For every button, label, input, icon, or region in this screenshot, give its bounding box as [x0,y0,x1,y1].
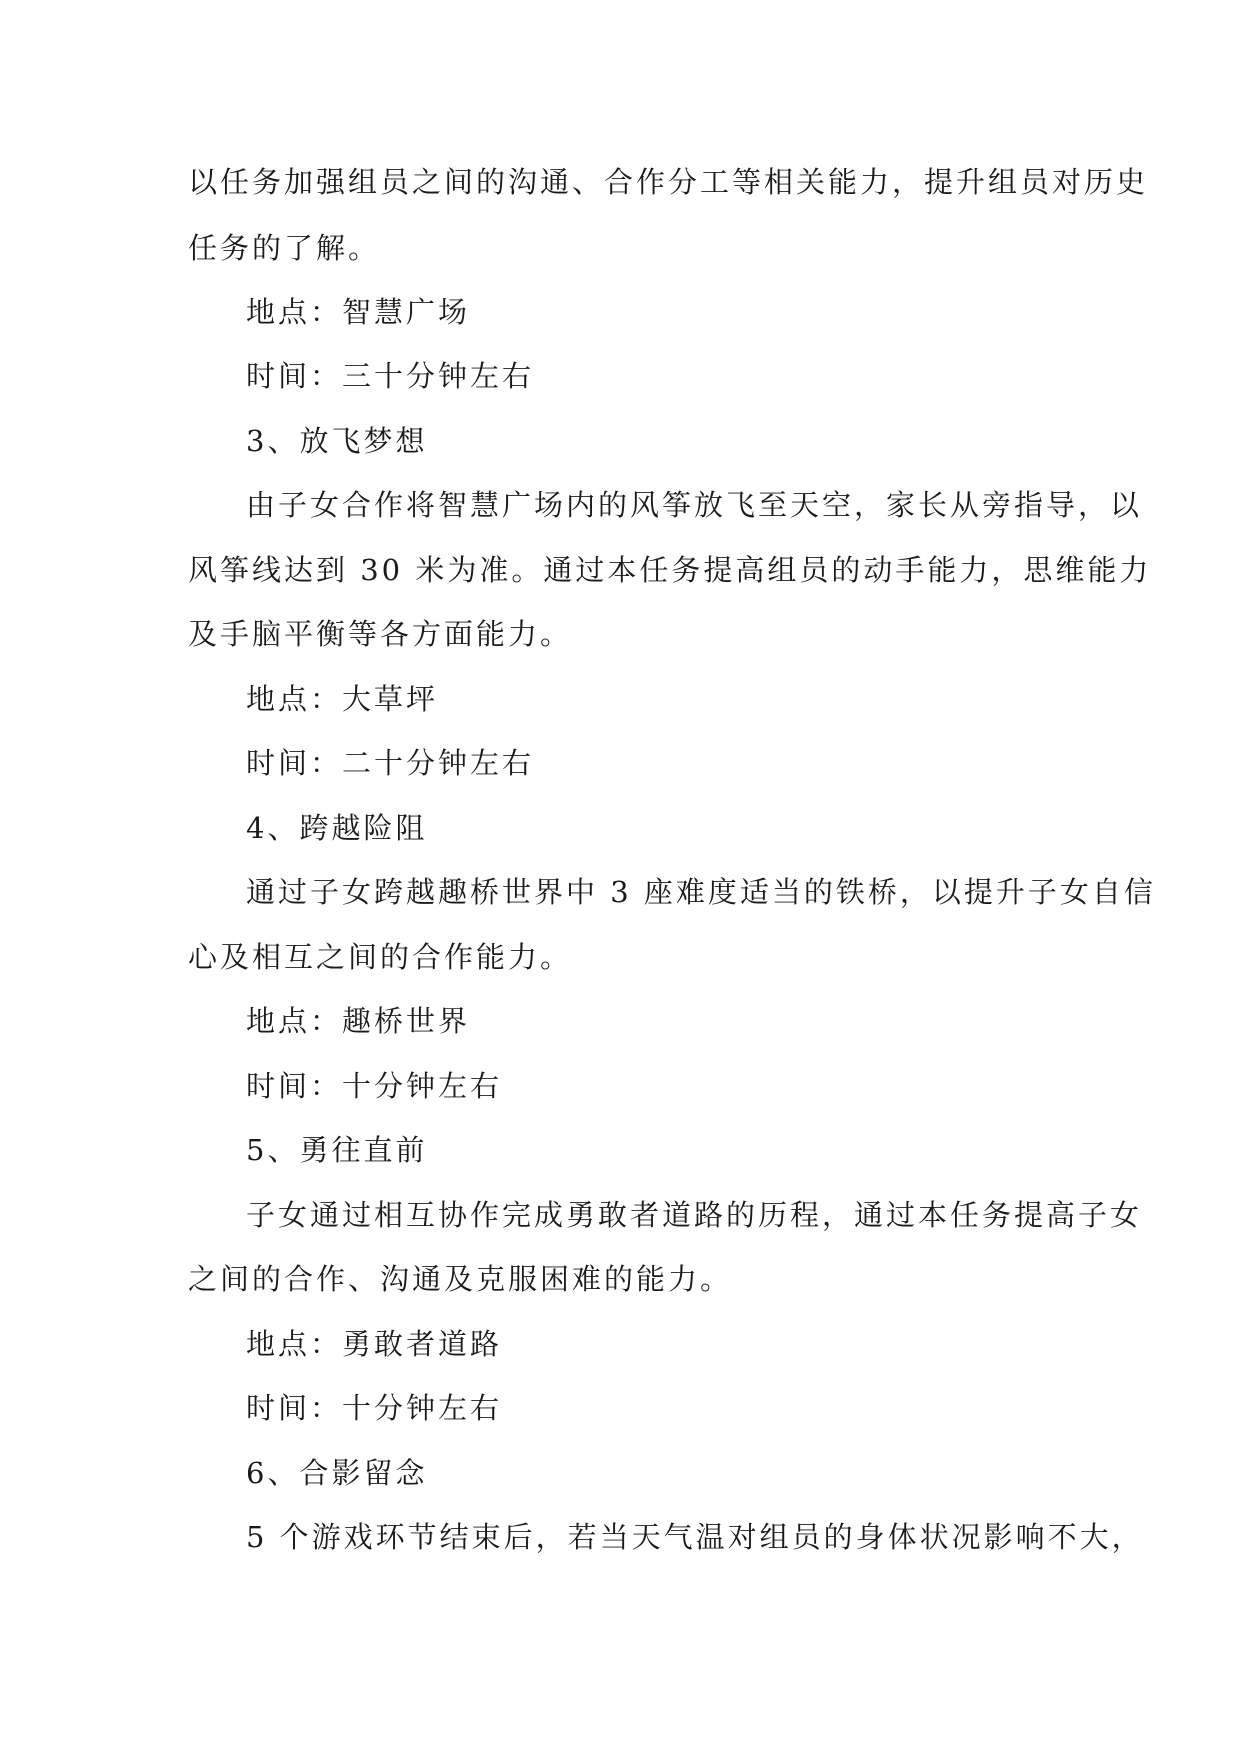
location-line: 地点：大草坪 [246,682,439,716]
location-line: 地点：勇敢者道路 [246,1327,503,1361]
time-line: 时间：三十分钟左右 [246,359,535,393]
section-heading: 6、合影留念 [246,1456,428,1490]
section-heading: 5、勇往直前 [246,1133,428,1167]
paragraph-line: 5 个游戏环节结束后，若当天气温对组员的身体状况影响不大， [246,1520,1144,1554]
section-heading: 4、跨越险阻 [246,811,428,845]
time-line: 时间：二十分钟左右 [246,746,535,780]
paragraph-line: 心及相互之间的合作能力。 [188,940,573,974]
time-line: 时间：十分钟左右 [246,1069,503,1103]
location-line: 地点：智慧广场 [246,295,471,329]
paragraph-line: 风筝线达到 30 米为准。通过本任务提高组员的动手能力，思维能力 [188,553,1152,587]
location-line: 地点：趣桥世界 [246,1004,471,1038]
paragraph-line: 子女通过相互协作完成勇敢者道路的历程，通过本任务提高子女 [246,1198,1143,1232]
paragraph-line: 以任务加强组员之间的沟通、合作分工等相关能力，提升组员对历史 [188,165,1149,199]
paragraph-line: 通过子女跨越趣桥世界中 3 座难度适当的铁桥，以提升子女自信 [246,875,1156,909]
paragraph-line: 由子女合作将智慧广场内的风筝放飞至天空，家长从旁指导，以 [246,488,1143,522]
section-heading: 3、放飞梦想 [246,424,428,458]
paragraph-line: 任务的了解。 [188,231,381,265]
paragraph-line: 及手脑平衡等各方面能力。 [188,617,573,651]
time-line: 时间：十分钟左右 [246,1391,503,1425]
paragraph-line: 之间的合作、沟通及克服困难的能力。 [188,1262,733,1296]
